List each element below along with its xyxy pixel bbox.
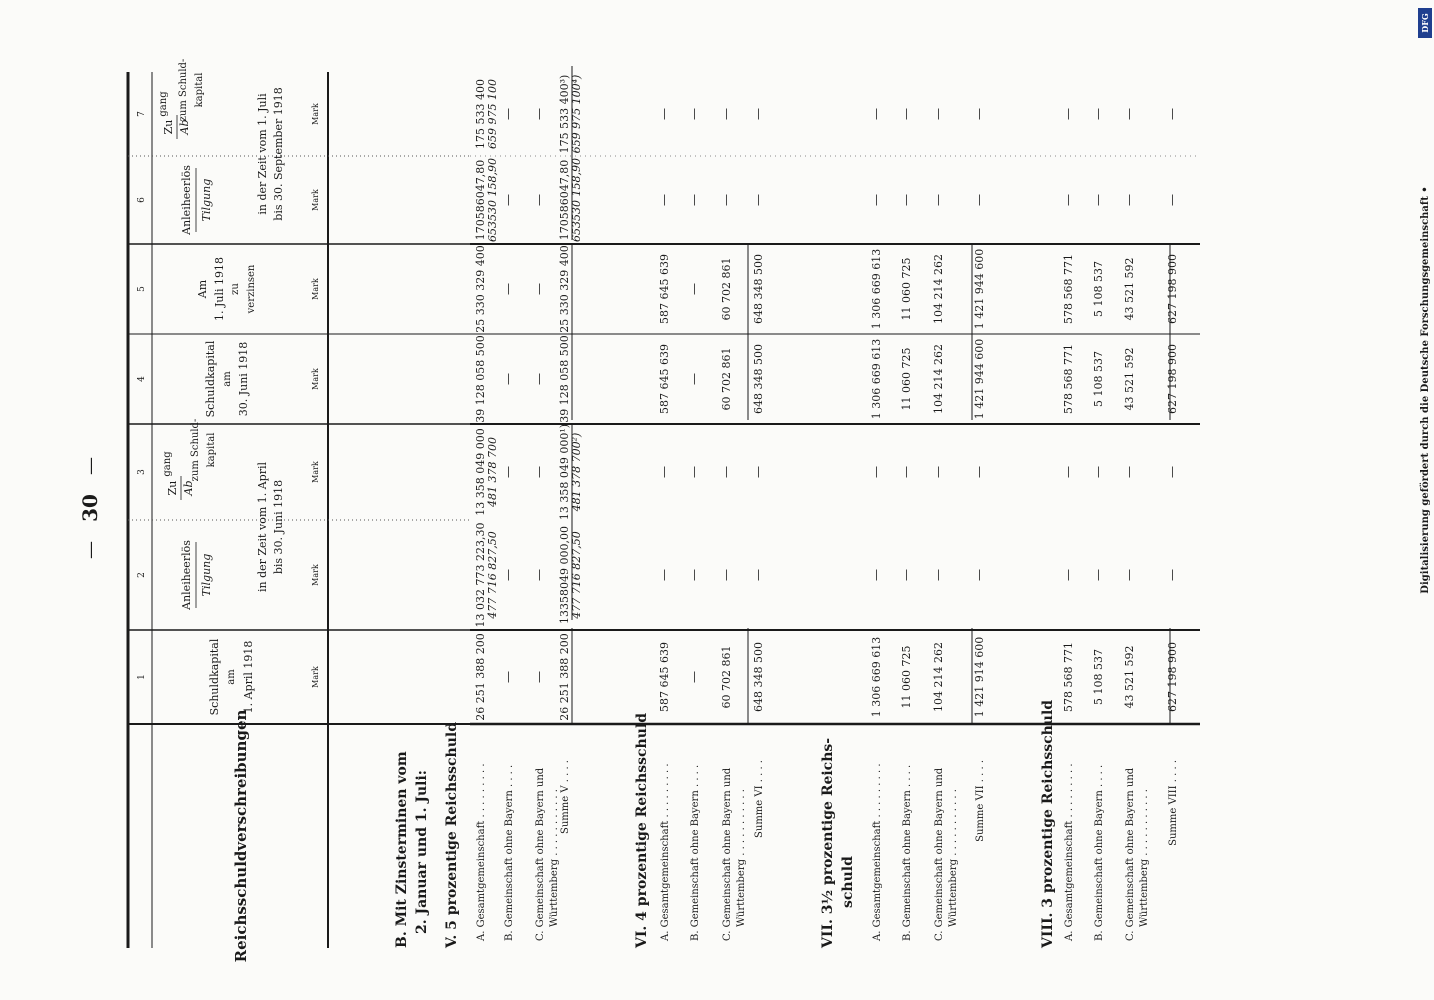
cell-c2: — xyxy=(972,569,986,581)
digitization-credit: Digitalisierung gefördert durch die Deutsche Forschungsgemeinschaft • xyxy=(1420,186,1431,594)
col1-header: 1. April 1918 xyxy=(242,640,255,714)
cell-c3-second: 481 378 700 xyxy=(486,437,499,507)
cell-c7: — xyxy=(869,108,883,120)
cell-c5: 648 348 500 xyxy=(752,254,765,324)
col6-header-bottom: Tilgung xyxy=(200,178,213,222)
cell-c1: 60 702 861 xyxy=(720,645,733,709)
row-label: A. Gesamtgemeinschaft . . . . . . . . . xyxy=(660,763,671,941)
cell-c2-second: 477 716 827,50 xyxy=(570,531,583,619)
cell-c4: — xyxy=(532,373,546,385)
cell-c7: — xyxy=(751,108,765,120)
cell-c4: 39 128 058 500 xyxy=(474,335,487,423)
col4-header: 30. Juni 1918 xyxy=(237,341,250,417)
col4-header: am xyxy=(222,371,233,387)
cell-c5: — xyxy=(501,283,515,295)
cell-c3: — xyxy=(751,466,765,478)
cell-c6: — xyxy=(869,194,883,206)
cell-c1: 1 421 914 600 xyxy=(973,636,986,718)
cell-c4: 104 214 262 xyxy=(932,344,945,414)
cell-c7: — xyxy=(1091,108,1105,120)
row-label: C. Gemeinschaft ohne Bayern und xyxy=(1125,767,1136,941)
cell-c2: — xyxy=(1091,569,1105,581)
cell-c4: 587 645 639 xyxy=(658,344,671,414)
col5-header: verzinsen xyxy=(246,264,257,314)
cell-c3: — xyxy=(719,466,733,478)
cell-c7: 175 533 400³) xyxy=(558,74,571,154)
row-label: Summe VIII . . . . xyxy=(1168,760,1179,846)
cell-c1: — xyxy=(532,671,546,683)
section-heading-viii: VIII. 3 prozentige Reichsschuld xyxy=(1040,699,1056,948)
cell-c4: — xyxy=(687,373,701,385)
section-heading-vii: VII. 3½ prozentige Reichs- xyxy=(820,737,836,948)
cell-c5: 25 330 329 400 xyxy=(474,245,487,333)
row-label: B. Gemeinschaft ohne Bayern . . . . xyxy=(504,764,515,941)
cell-c6-second: 653530 158,90 xyxy=(486,158,499,242)
cell-c3: — xyxy=(687,466,701,478)
cell-c2: — xyxy=(501,569,515,581)
page-number: 30 xyxy=(78,494,102,522)
cell-c6-second: 653530 158,90 xyxy=(570,158,583,242)
cell-c5: 1 306 669 613 xyxy=(870,248,883,330)
row-label: C. Gemeinschaft ohne Bayern und xyxy=(722,767,733,941)
cell-c5: 25 330 329 400 xyxy=(558,245,571,333)
cell-c4: 39 128 058 500 xyxy=(558,335,571,423)
col2-header-top: Anleiheerlös xyxy=(180,540,193,610)
cell-c3: — xyxy=(657,466,671,478)
span23-header: in der Zeit vom 1. April xyxy=(256,461,269,593)
unit-labels xyxy=(311,103,320,688)
cell-c2: — xyxy=(899,569,913,581)
cell-c2: — xyxy=(719,569,733,581)
cell-c6: — xyxy=(1165,194,1179,206)
row-label: Württemberg . . . . . . . . . . . xyxy=(948,789,959,927)
unit-label: Mark xyxy=(311,666,320,688)
cell-c6: — xyxy=(1122,194,1136,206)
unit-label: Mark xyxy=(311,189,320,211)
cell-c6: — xyxy=(972,194,986,206)
cell-c7: — xyxy=(972,108,986,120)
col7-header-top2: gang xyxy=(158,91,169,117)
cell-c2: — xyxy=(1165,569,1179,581)
cell-c3: — xyxy=(1122,466,1136,478)
unit-label: Mark xyxy=(311,564,320,586)
cell-c1: 26 251 388 200 xyxy=(558,633,571,721)
col3-header: kapital xyxy=(206,432,217,468)
row-label: Württemberg . . . . . . . . . . . xyxy=(549,789,560,927)
stub-title: Reichsschuldverschreibungen xyxy=(232,709,250,963)
section-heading-b: 2. Januar und 1. Juli: xyxy=(414,770,430,934)
cell-c3: — xyxy=(931,466,945,478)
cell-c6: — xyxy=(501,194,515,206)
row-label: B. Gemeinschaft ohne Bayern . . . . xyxy=(902,764,913,941)
row-label: Summe V . . . . xyxy=(560,760,571,835)
cell-c5: — xyxy=(532,283,546,295)
cell-c6: — xyxy=(532,194,546,206)
row-label: Summe VI . . . . xyxy=(754,760,765,838)
section-heading-vii: schuld xyxy=(840,856,856,908)
cell-c3: — xyxy=(1165,466,1179,478)
col7-header: zum Schuld- xyxy=(178,58,189,122)
cell-c6: — xyxy=(687,194,701,206)
row-label: C. Gemeinschaft ohne Bayern und xyxy=(934,767,945,941)
cell-c2: — xyxy=(869,569,883,581)
column-number: 5 xyxy=(137,286,147,292)
cell-c5: 1 421 944 600 xyxy=(973,248,986,330)
cell-c3: — xyxy=(1061,466,1075,478)
cell-c2: — xyxy=(751,569,765,581)
cell-c2: 13358049 000,00 xyxy=(558,526,571,624)
cell-c4: 43 521 592 xyxy=(1123,347,1136,411)
cell-c5: 60 702 861 xyxy=(720,257,733,321)
cell-c2: 13 032 773 223,30 xyxy=(474,522,487,628)
cell-c6: — xyxy=(751,194,765,206)
row-label: C. Gemeinschaft ohne Bayern und xyxy=(535,767,546,941)
cell-c7: — xyxy=(501,108,515,120)
debt-table xyxy=(128,59,1200,963)
cell-c7: — xyxy=(532,108,546,120)
cell-c4: 1 421 944 600 xyxy=(973,338,986,420)
section-heading-v: V. 5 prozentige Reichsschuld xyxy=(444,722,460,948)
cell-c7: — xyxy=(899,108,913,120)
row-label: Württemberg . . . . . . . . . . . xyxy=(1139,789,1150,927)
row-label: B. Gemeinschaft ohne Bayern . . . . xyxy=(690,764,701,941)
column-number: 2 xyxy=(137,572,147,578)
section-heading-vi: VI. 4 prozentige Reichsschuld xyxy=(634,713,650,948)
col3-header-top: Zu xyxy=(166,480,179,496)
cell-c1: — xyxy=(501,671,515,683)
cell-c6: 170586047,80 xyxy=(474,159,487,241)
cell-c6: — xyxy=(931,194,945,206)
cell-c5: 578 568 771 xyxy=(1062,254,1075,324)
cell-c1: — xyxy=(687,671,701,683)
cell-c4: — xyxy=(501,373,515,385)
cell-c1: 587 645 639 xyxy=(658,642,671,712)
cell-c7: — xyxy=(687,108,701,120)
cell-c1: 627 198 900 xyxy=(1166,642,1179,712)
col3-header: zum Schuld- xyxy=(190,418,201,482)
cell-c6: — xyxy=(657,194,671,206)
row-label: Württemberg . . . . . . . . . . . xyxy=(736,789,747,927)
cell-c2: — xyxy=(532,569,546,581)
row-label: A. Gesamtgemeinschaft . . . . . . . . . xyxy=(872,763,883,941)
cell-c4: 11 060 725 xyxy=(900,347,913,411)
column-numbers xyxy=(137,111,147,680)
cell-c6: — xyxy=(1091,194,1105,206)
page-number-dash-right: — xyxy=(80,457,101,475)
col5-header: zu xyxy=(230,283,241,295)
dfg-logo-text: DFG xyxy=(1420,13,1430,33)
cell-c5: 627 198 900 xyxy=(1166,254,1179,324)
row-label: Summe VII . . . . xyxy=(975,760,986,842)
cell-c7: — xyxy=(1061,108,1075,120)
col3-header-top2: gang xyxy=(162,451,173,477)
span67-header: in der Zeit vom 1. Juli xyxy=(256,93,269,215)
column-number: 3 xyxy=(137,469,147,475)
col5-header: Am xyxy=(196,279,209,299)
cell-c7: — xyxy=(931,108,945,120)
cell-c2: — xyxy=(1122,569,1136,581)
row-label: B. Gemeinschaft ohne Bayern . . . . xyxy=(1094,764,1105,941)
col6-header-top: Anleiheerlös xyxy=(180,165,193,235)
cell-c1: 5 108 537 xyxy=(1092,649,1105,705)
cell-c2: — xyxy=(687,569,701,581)
column-number: 1 xyxy=(137,674,147,680)
cell-c5: 104 214 262 xyxy=(932,254,945,324)
cell-c3: — xyxy=(899,466,913,478)
col7-header: kapital xyxy=(194,72,205,108)
cell-c1: 26 251 388 200 xyxy=(474,633,487,721)
cell-c7: — xyxy=(1165,108,1179,120)
cell-c3: — xyxy=(972,466,986,478)
col7-header-top: Zu xyxy=(162,119,175,135)
cell-c5: 587 645 639 xyxy=(658,254,671,324)
cell-c2: — xyxy=(931,569,945,581)
col5-header: 1. Juli 1918 xyxy=(213,256,226,322)
cell-c1: 104 214 262 xyxy=(932,642,945,712)
cell-c4: 648 348 500 xyxy=(752,344,765,414)
cell-c1: 11 060 725 xyxy=(900,645,913,709)
cell-c5: 43 521 592 xyxy=(1123,257,1136,321)
cell-c4: 578 568 771 xyxy=(1062,344,1075,414)
cell-c4: 1 306 669 613 xyxy=(870,338,883,420)
cell-c7: — xyxy=(1122,108,1136,120)
cell-c3: 13 358 049 000¹) xyxy=(558,423,571,521)
cell-c6: — xyxy=(1061,194,1075,206)
unit-label: Mark xyxy=(311,461,320,483)
cell-c3: 13 358 049 000 xyxy=(474,428,487,516)
row-label: A. Gesamtgemeinschaft . . . . . . . . . xyxy=(1064,763,1075,941)
cell-c4: 60 702 861 xyxy=(720,347,733,411)
unit-label: Mark xyxy=(311,103,320,125)
span67-header: bis 30. September 1918 xyxy=(272,87,285,221)
span23-header: bis 30. Juni 1918 xyxy=(272,479,285,575)
cell-c5: 5 108 537 xyxy=(1092,261,1105,317)
cell-c3-second: 481 378 700²) xyxy=(570,432,583,512)
col1-header: am xyxy=(226,669,237,685)
unit-label: Mark xyxy=(311,368,320,390)
page-number-dash-left: — xyxy=(80,541,101,559)
cell-c4: 627 198 900 xyxy=(1166,344,1179,414)
cell-c6: — xyxy=(899,194,913,206)
cell-c7-second: 659 975 100 xyxy=(486,79,499,149)
column-number: 4 xyxy=(137,376,147,382)
cell-c2: — xyxy=(1061,569,1075,581)
unit-label: Mark xyxy=(311,278,320,300)
cell-c3: — xyxy=(869,466,883,478)
cell-c4: 5 108 537 xyxy=(1092,351,1105,407)
cell-c3: — xyxy=(532,466,546,478)
cell-c1: 43 521 592 xyxy=(1123,645,1136,709)
cell-c1: 648 348 500 xyxy=(752,642,765,712)
cell-c2: — xyxy=(657,569,671,581)
col2-header-bottom: Tilgung xyxy=(200,553,213,597)
cell-c2-second: 477 716 827,50 xyxy=(486,531,499,619)
col3-header-bottom: Ab xyxy=(182,480,195,496)
cell-c7: 175 533 400 xyxy=(474,79,487,149)
col4-header: Schuldkapital xyxy=(204,340,217,418)
cell-c6: 170586047,80 xyxy=(558,159,571,241)
cell-c5: 11 060 725 xyxy=(900,257,913,321)
col7-header-bottom: Ab xyxy=(178,119,191,135)
col1-header: Schuldkapital xyxy=(208,638,221,716)
column-number: 7 xyxy=(137,111,147,117)
column-number: 6 xyxy=(137,197,147,203)
cell-c7-second: 659 975 100⁴) xyxy=(570,74,583,154)
row-label: A. Gesamtgemeinschaft . . . . . . . . . xyxy=(476,763,487,941)
section-heading-b: B. Mit Zinsterminen vom xyxy=(394,751,410,948)
cell-c7: — xyxy=(657,108,671,120)
cell-c5: — xyxy=(687,283,701,295)
cell-c1: 578 568 771 xyxy=(1062,642,1075,712)
cell-c7: — xyxy=(719,108,733,120)
cell-c1: 1 306 669 613 xyxy=(870,636,883,718)
cell-c3: — xyxy=(501,466,515,478)
cell-c6: — xyxy=(719,194,733,206)
cell-c3: — xyxy=(1091,466,1105,478)
